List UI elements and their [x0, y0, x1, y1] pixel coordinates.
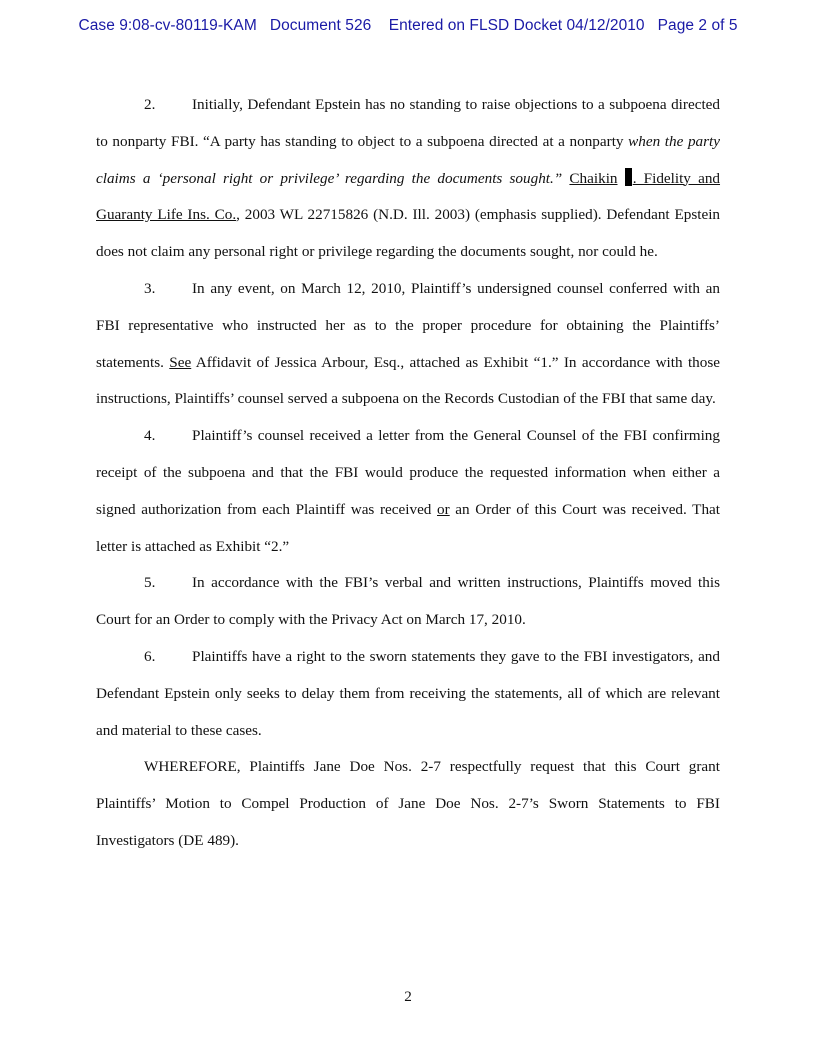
paragraph-text: Plaintiffs have a right to the sworn statements they gave to the FBI investigators, and Defendant Epstein only seeks to delay them from receiving the statements, all of which are relevant and material to these cases. — [96, 647, 720, 739]
paragraph-4 — [96, 418, 720, 565]
see-signal: See — [169, 353, 192, 371]
wherefore-clause: WHEREFORE, Plaintiffs Jane Doe Nos. 2-7 respectfully request that this Court grant Plaintiffs’ Motion to Compel Production of Jane Doe Nos. 2-7’s Sworn Statements to FBI Investigators (DE 489). — [96, 758, 720, 849]
paragraph-text: In any event, on March 12, 2010, Plaintiff’s undersigned counsel conferred with an FBI representative who instructed her as to the proper procedure for obtaining the Plaintiffs’ statements. — [96, 279, 720, 371]
paragraph-3 — [96, 271, 720, 418]
paragraph-number: 4. — [144, 427, 156, 445]
docket-header — [0, 17, 816, 35]
paragraph-text: an Order of this Court was received. That letter is attached as Exhibit “2.” — [96, 500, 721, 555]
paragraph-number: 3. — [144, 279, 156, 297]
paragraph-text: , 2003 WL 22715826 (N.D. Ill. 2003) (emphasis supplied). Defendant Epstein does not claim any personal right or privilege regarding the documents sought, nor could he. — [96, 206, 721, 261]
case-citation-cont: . Fidelity and Guaranty Life Ins. Co. — [96, 169, 721, 224]
document-body — [96, 87, 720, 860]
redaction-block — [625, 168, 632, 186]
quoted-text: when the party claims a ‘personal right or privilege’ regarding the documents sought.” — [96, 132, 721, 187]
paragraph-2 — [96, 87, 720, 271]
paragraph-5 — [96, 565, 720, 639]
paragraph-6 — [96, 639, 720, 749]
docket-entry: Entered on FLSD Docket 04/12/2010 — [388, 17, 645, 34]
paragraph-number: 6. — [144, 647, 156, 665]
page-number: 2 — [404, 988, 412, 1005]
case-number: Case 9:08-cv-80119-KAM — [78, 17, 257, 34]
page-count: Page 2 of 5 — [657, 17, 738, 34]
paragraph-text: In accordance with the FBI’s verbal and written instructions, Plaintiffs moved this Court for an Order to comply with the Privacy Act on March 17, 2010. — [96, 574, 720, 629]
paragraph-text: Plaintiff’s counsel received a letter from the General Counsel of the FBI confirming receipt of the subpoena and that the FBI would produce the requested information when either a signed authorization from each Plaintiff was received — [96, 427, 720, 518]
document-number: Document 526 — [269, 17, 372, 34]
case-citation: Chaikin — [569, 169, 618, 187]
emphasis-or: or — [437, 500, 450, 518]
paragraph-text: Initially, Defendant Epstein has no standing to raise objections to a subpoena directed to nonparty FBI. “A party has standing to object to a subpoena directed at a nonparty — [96, 96, 720, 150]
paragraph-number: 2. — [144, 96, 156, 113]
paragraph-text: Affidavit of Jessica Arbour, Esq., attached as Exhibit “1.” In accordance with those instructions, Plaintiffs’ counsel served a subpoena on the Records Custodian of the FBI that same day. — [96, 353, 721, 408]
paragraph-number: 5. — [144, 574, 156, 592]
